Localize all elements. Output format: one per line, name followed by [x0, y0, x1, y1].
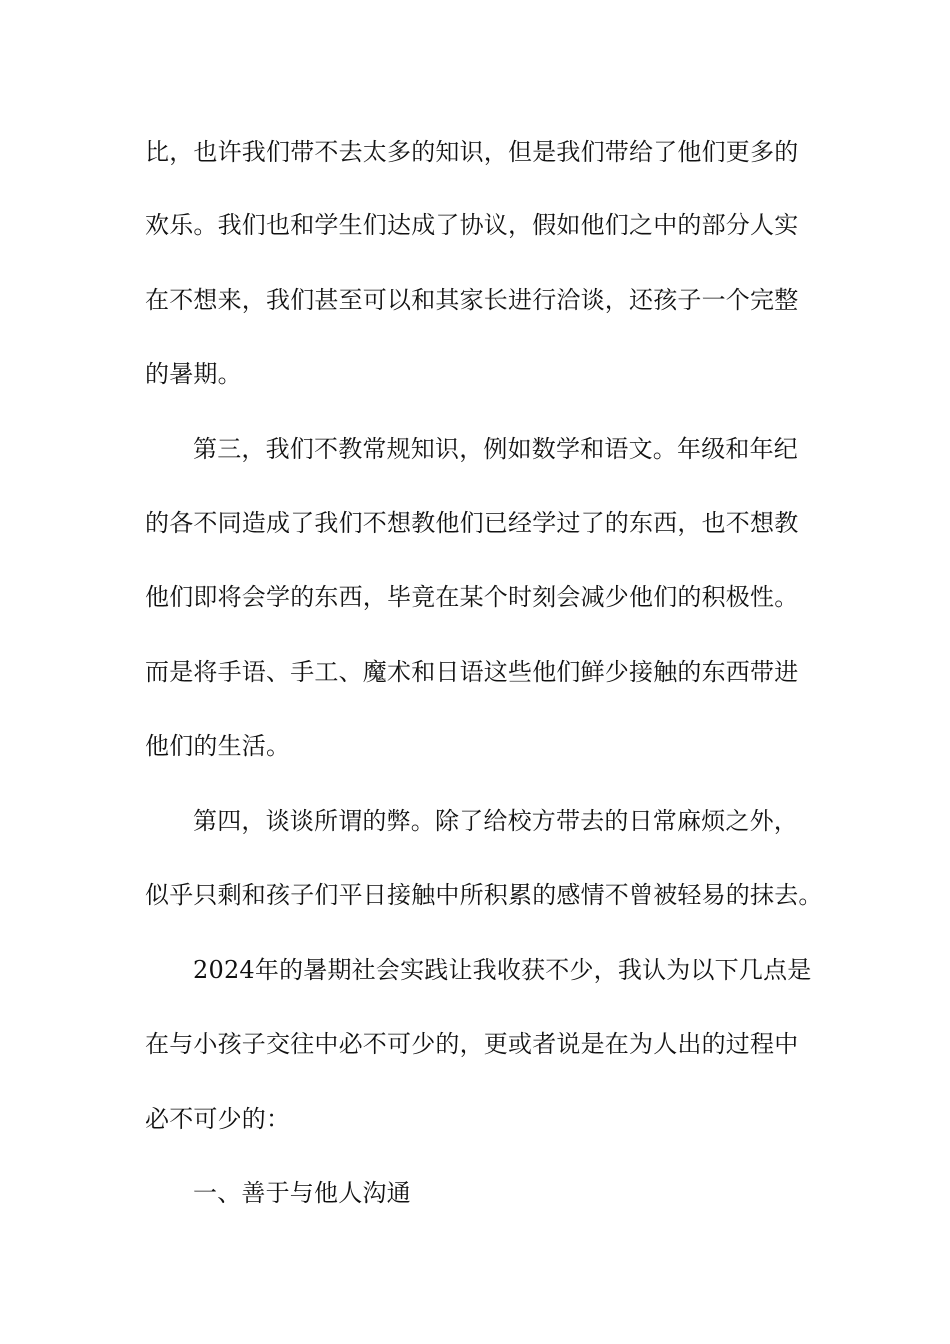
text-line-1: 比，也许我们带不去太多的知识，但是我们带给了他们更多的	[145, 138, 799, 166]
text-line-3: 在不想来，我们甚至可以和其家长进行洽谈，还孩子一个完整	[145, 286, 799, 314]
paragraph-third-start: 第三，我们不教常规知识，例如数学和语文。年级和年纪	[193, 435, 798, 463]
text-line-9: 他们的生活。	[145, 732, 291, 760]
paragraph-fourth-start: 第四，谈谈所谓的弊。除了给校方带去的日常麻烦之外，	[193, 807, 798, 835]
text-line-14: 必不可少的：	[145, 1105, 291, 1133]
text-line-4: 的暑期。	[145, 360, 242, 388]
text-line-7: 他们即将会学的东西，毕竟在某个时刻会减少他们的积极性。	[145, 583, 799, 611]
text-line-11: 似乎只剩和孩子们平日接触中所积累的感情不曾被轻易的抹去。	[145, 881, 823, 909]
text-line-6: 的各不同造成了我们不想教他们已经学过了的东西，也不想教	[145, 509, 799, 537]
text-line-2: 欢乐。我们也和学生们达成了协议，假如他们之中的部分人实	[145, 211, 799, 239]
section-heading-communication: 一、善于与他人沟通	[193, 1179, 411, 1207]
paragraph-summary-start: 2024年的暑期社会实践让我收获不少，我认为以下几点是	[193, 956, 812, 984]
text-line-8: 而是将手语、手工、魔术和日语这些他们鲜少接触的东西带进	[145, 658, 799, 686]
text-line-13: 在与小孩子交往中必不可少的，更或者说是在为人出的过程中	[145, 1030, 799, 1058]
